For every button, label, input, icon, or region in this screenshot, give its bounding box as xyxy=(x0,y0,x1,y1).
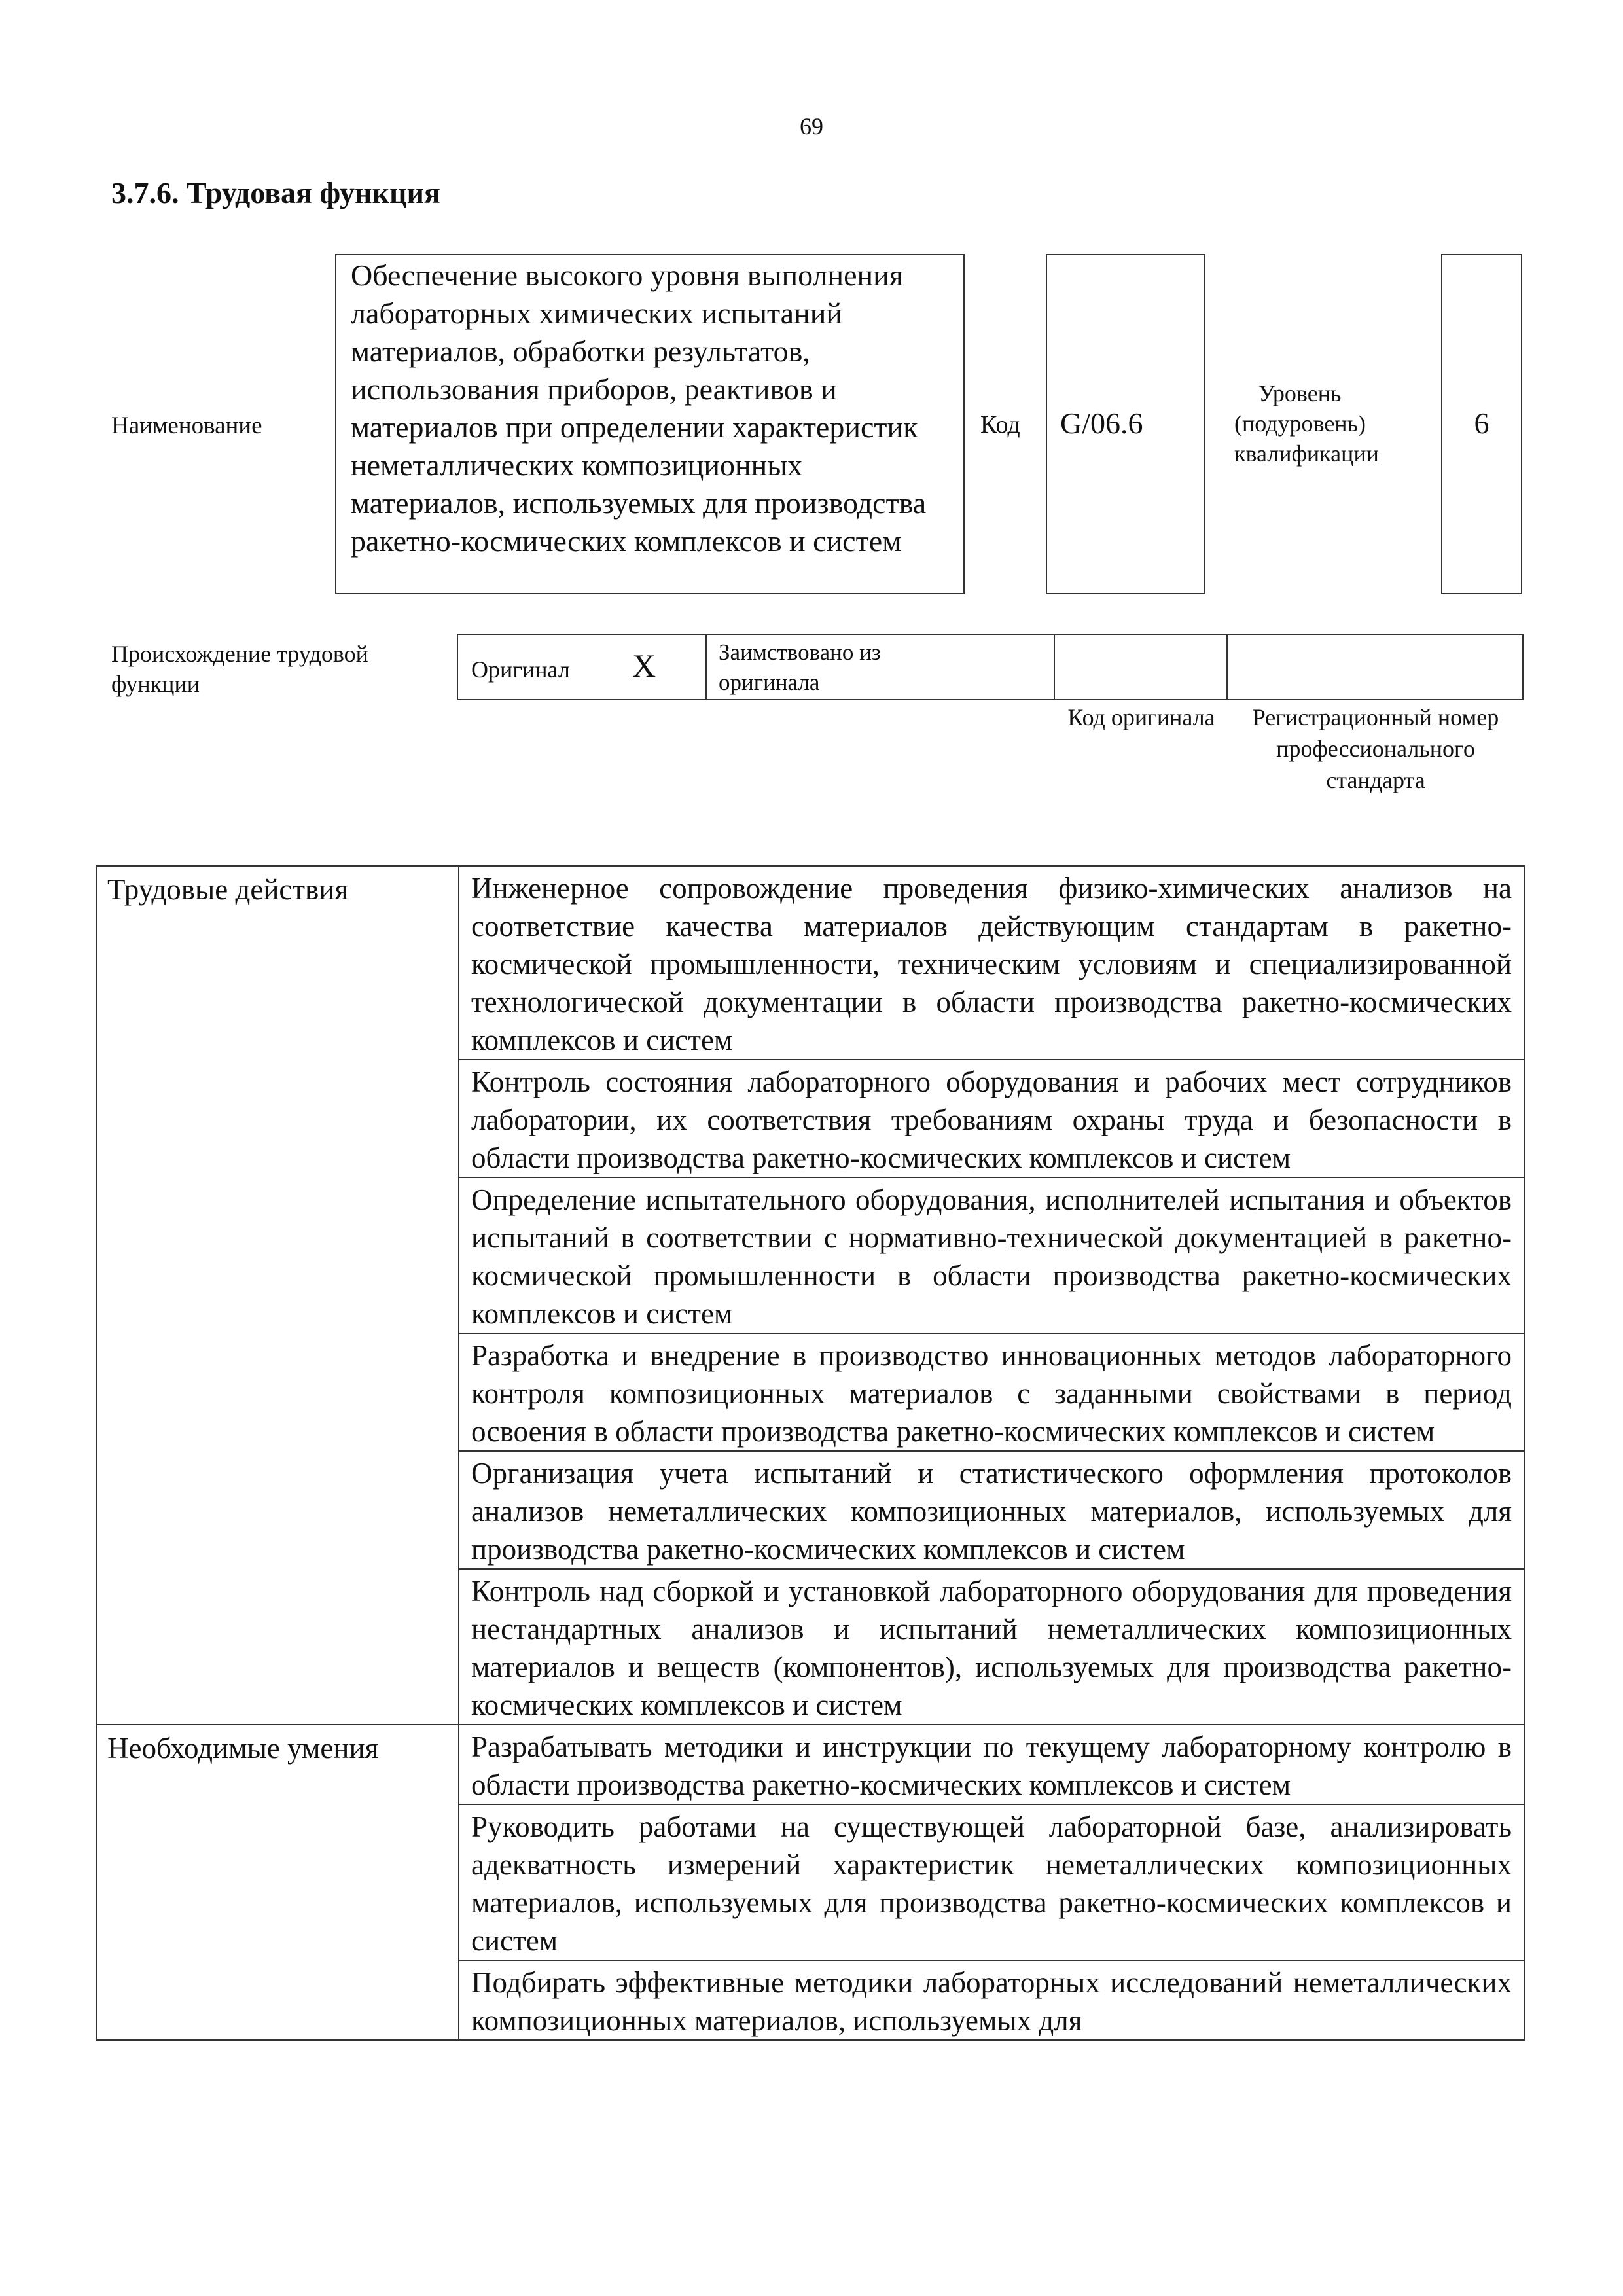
skill: Руководить работами на существующей лабораторной базе, анализировать адекватность измерений характеристик неметаллических композиционных материалов, используемых для производства ракетно-космических комплексов и систем xyxy=(459,1804,1524,1960)
origin-row xyxy=(457,634,1524,700)
original-code-caption: Код оригинала xyxy=(1067,704,1215,730)
work-action: Контроль над сборкой и установкой лабораторного оборудования для проведения нестандартных анализов и испытаний неметаллических композиционных материалов и веществ (компонентов), используемых для производства ракетно-космических комплексов и систем xyxy=(459,1569,1524,1725)
reg-number-caption: Регистрационный номер профессионального стандарта xyxy=(1252,704,1499,793)
table-row xyxy=(96,1725,1524,1804)
main-table xyxy=(96,865,1525,2041)
level-value: 6 xyxy=(1474,406,1489,440)
work-action: Определение испытательного оборудования, исполнителей испытания и объектов испытаний в соответствии с нормативно-технической документацией в ракетно-космической промышленности в области производства ракетно-космических комплексов и систем xyxy=(459,1177,1524,1333)
divider xyxy=(705,634,707,700)
skill: Подбирать эффективные методики лабораторных исследований неметаллических композиционных материалов, используемых для xyxy=(459,1960,1524,2040)
borrowed-label: Заимствовано из оригинала xyxy=(719,639,881,695)
work-action: Разработка и внедрение в производство инновационных методов лабораторного контроля композиционных материалов с заданными свойствами в период освоения в области производства ракетно-космических комплексов и систем xyxy=(459,1333,1524,1451)
work-action: Организация учета испытаний и статистического оформления протоколов анализов неметаллических композиционных материалов, используемых для производства ракетно-космических комплексов и систем xyxy=(459,1451,1524,1569)
name-label: Наименование xyxy=(111,412,262,439)
origin-label: Происхождение трудовой функции xyxy=(111,641,368,697)
work-action: Контроль состояния лабораторного оборудования и рабочих мест сотрудников лаборатории, их соответствия требованиям охраны труда и безопасности в области производства ракетно-космических комплексов и систем xyxy=(459,1060,1524,1177)
skill: Разрабатывать методики и инструкции по текущему лабораторному контролю в области производства ракетно-космических комплексов и систем xyxy=(459,1725,1524,1804)
work-actions-label: Трудовые действия xyxy=(96,866,459,1725)
skills-label: Необходимые умения xyxy=(96,1725,459,2040)
code-value: G/06.6 xyxy=(1060,406,1143,440)
divider xyxy=(1226,634,1228,700)
original-mark: X xyxy=(632,647,656,684)
table-row xyxy=(96,866,1524,1060)
level-label: Уровень (подуровень) квалификации xyxy=(1234,380,1379,467)
page-number: 69 xyxy=(800,113,823,139)
original-label: Оригинал xyxy=(471,656,570,683)
code-box xyxy=(1046,254,1205,594)
function-name: Обеспечение высокого уровня выполнения лабораторных химических испытаний материалов, обработки результатов, использования приборов, реактивов и материалов при определении характеристик неметаллических композиционных материалов, используемых для производства ракетно-космических комплексов и систем xyxy=(335,254,965,594)
level-box xyxy=(1441,254,1522,594)
work-action: Инженерное сопровождение проведения физико-химических анализов на соответствие качества материалов действующим стандартам в ракетно-космической промышленности, техническим условиям и специализированной технологической документации в области производства ракетно-космических комплексов и систем xyxy=(459,866,1524,1060)
code-label: Код xyxy=(980,411,1020,439)
section-title: 3.7.6. Трудовая функция xyxy=(111,176,440,209)
divider xyxy=(1054,634,1055,700)
